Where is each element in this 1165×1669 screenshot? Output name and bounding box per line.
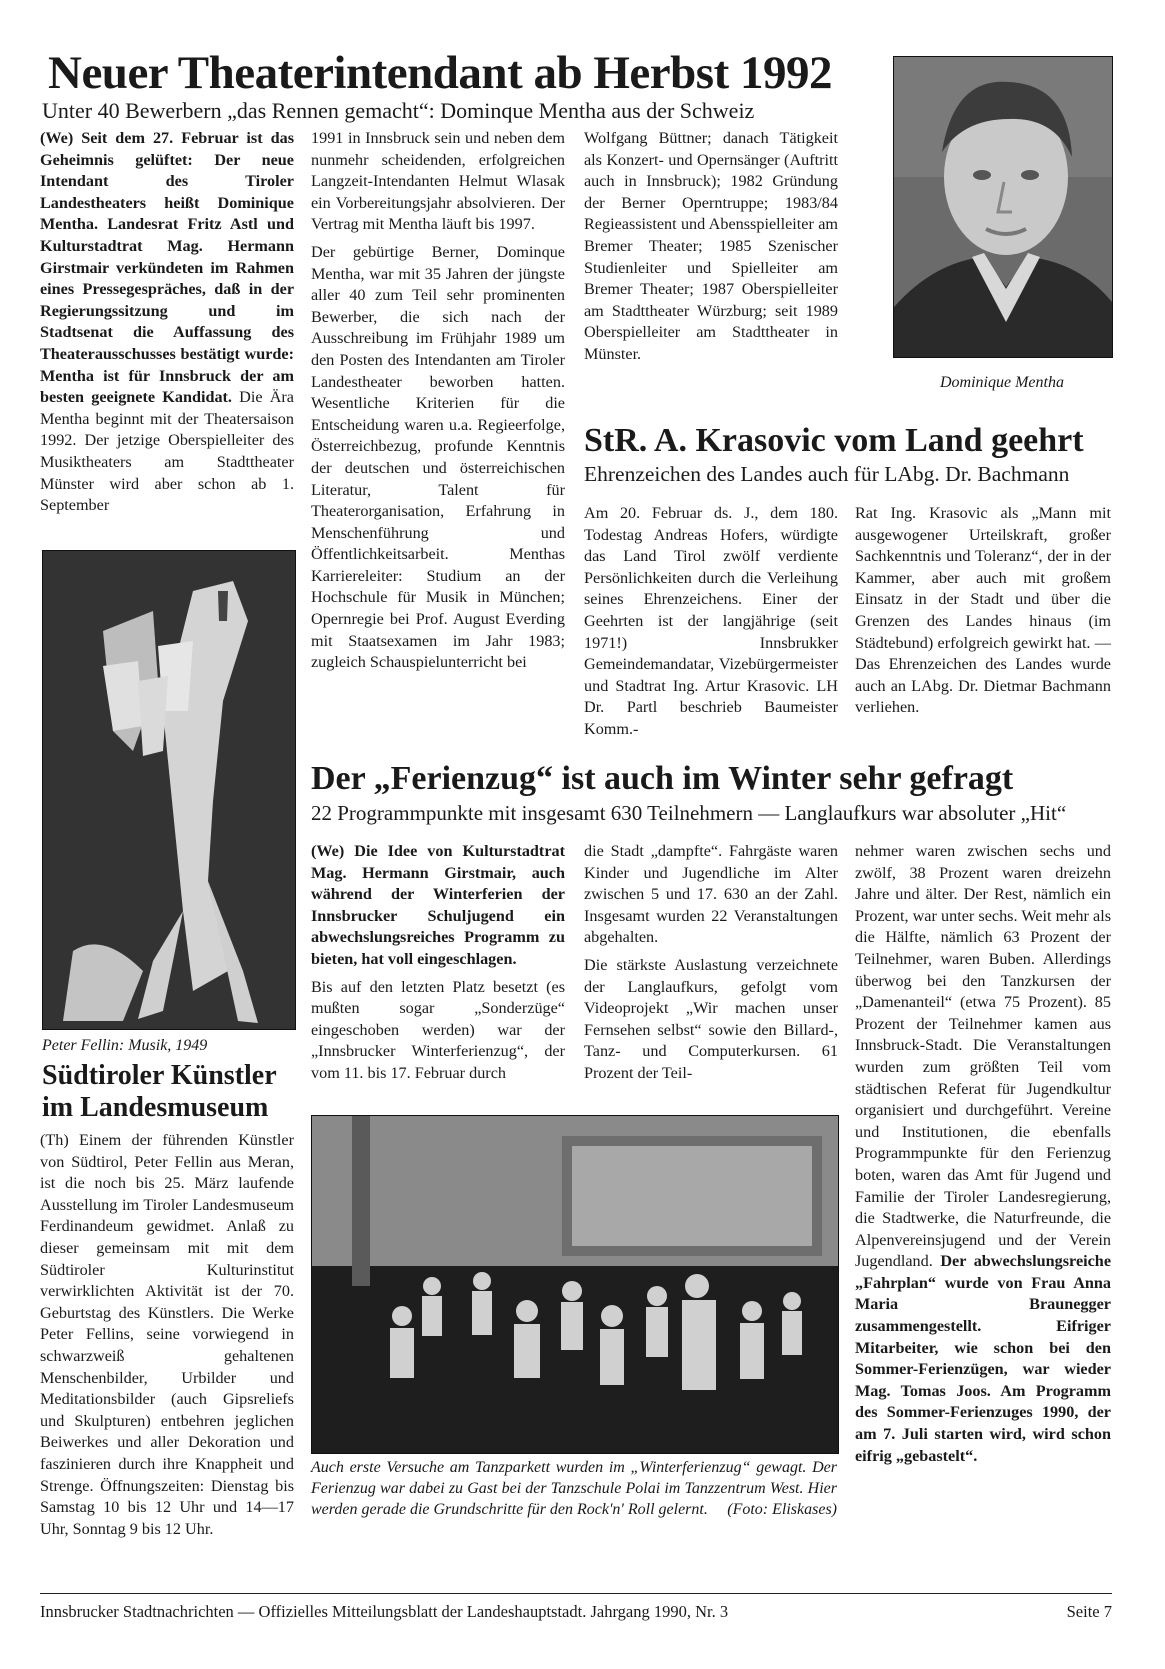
article2-column-1: Am 20. Februar ds. J., dem 180. Todestag Andreas Hofers, würdigte das Land Tirol zwölf verdiente Persönlichkeiten durch die Verleihung seines Ehrenzeichens. Einer der Geehrten ist der langjährige (seit 1971!) Innsbrukker Gemeindemandatar, Vizebürgermeister und Stadtrat Ing. Artur Krasovic. LH Dr. Partl beschrieb Baumeister Komm.- xyxy=(584,504,838,738)
headline-theaterintendant: Neuer Theaterintendant ab Herbst 1992 xyxy=(48,47,832,99)
article4-col1-text: Bis auf den letzten Platz besetzt (es mußten sogar „Sonderzüge“ eingeschoben werden) war der „Innsbrucker Winterferienzug“, der vom 11. bis 17. Februar durch xyxy=(311,977,565,1082)
footer-divider xyxy=(40,1593,1112,1594)
article4-column-1 xyxy=(311,841,565,1101)
article2-column-2: Rat Ing. Krasovic als „Mann mit ausgewogener Urteilskraft, großer Sachkenntnis und Toleranz“, der in der Kammer, aber auch mit großem Einsatz in der Stadt und über die Grenzen des Landes hinaus (im Städtebund) erfolgreich gewirkt hat. — Das Ehrenzeichen des Landes wurde auch an LAbg. Dr. Dietmar Bachmann verliehen. xyxy=(855,504,1111,717)
article1-column-2 xyxy=(311,128,565,748)
article4-column-3 xyxy=(855,841,1111,1578)
article4-col2-p1: die Stadt „dampfte“. Fahrgäste waren Kinder und Jugendliche im Alter zwischen 5 und 17. 630 an der Zahl. Insgesamt wurden 22 Veranstaltungen abgehalten. xyxy=(584,842,838,947)
headline-suedtiroler xyxy=(42,1060,277,1124)
article4-col3-bold: Der abwechslungsreiche „Fahrplan“ wurde von Frau Anna Maria Braunegger zusammengestellt. Eifriger Mitarbeiter, wie schon bei den Sommer-Ferienzügen, war wieder Mag. Tomas Joos. Am Programm des Sommer-Ferienzuges 1990, der am 7. Juli starten wird, wird schon eifrig „gebastelt“. xyxy=(855,1252,1111,1465)
headline-krasovic: StR. A. Krasovic vom Land geehrt xyxy=(584,422,1084,459)
article3-text: (Th) Einem der führenden Künstler von Südtirol, Peter Fellin aus Meran, ist die noch bis 25. März laufende Ausstellung im Tiroler Landesmuseum Ferdinandeum gewidmet. Anlaß zu dieser gemeinsam mit mit dem Südtiroler Kulturinstitut verwirklichten Aktivität ist der 70. Geburtstag des Künstlers. Die Werke Peter Fellins, seine vorwiegend in schwarzweiß gehaltenen Menschenbilder, Urbilder und Meditationsbilder (auch Gipsreliefs und Skulpturen) entbehren jeglichen Beiwerkes und aller Dekoration und faszinieren durch ihre Knappheit und Strenge. Öffnungszeiten: Dienstag bis Samstag 10 bis 12 Uhr und 14—17 Uhr, Sonntag 9 bis 12 Uhr. xyxy=(40,1131,294,1538)
painting-caption: Peter Fellin: Musik, 1949 xyxy=(42,1037,208,1054)
article1-col2-p1: 1991 in Innsbruck sein und neben dem nunmehr scheidenden, erfolgreichen Langzeit-Intendanten Helmut Wlasak ein Vorbereitungsjahr absolvieren. Der Vertrag mit Mentha läuft bis 1997. xyxy=(311,129,565,234)
article4-col2-p2: Die stärkste Auslastung verzeichnete der Langlaufkurs, gefolgt vom Videoprojekt „Wir machen unser Fernsehen selbst“ sowie den Billard-, Tanz- und Computerkursen. 61 Prozent der Teil- xyxy=(584,955,838,1082)
subheadline-krasovic: Ehrenzeichen des Landes auch für LAbg. Dr. Bachmann xyxy=(584,462,1070,486)
footer-page-number: Seite 7 xyxy=(1066,1602,1112,1621)
footer-publication: Innsbrucker Stadtnachrichten — Offizielles Mitteilungsblatt der Landeshauptstadt. Jahrgang 1990, Nr. 3 xyxy=(40,1602,729,1621)
article1-column-3: Wolfgang Büttner; danach Tätigkeit als Konzert- und Opernsänger (Auftritt auch in Innsbruck); 1982 Gründung der Berner Operntruppe; 1983/84 Regieassistent und Abensspielleiter am Bremer Theater; 1985 Szenischer Studienleiter und Spielleiter am Bremer Theater; 1987 Oberspielleiter am Stadttheater Würzburg; seit 1989 Oberspielleiter am Stadttheater in Münster. xyxy=(584,129,838,363)
article4-column-2 xyxy=(584,841,838,1101)
dance-class-photo xyxy=(311,1115,839,1454)
headline-ferienzug: Der „Ferienzug“ ist auch im Winter sehr gefragt xyxy=(311,760,1014,797)
article4-lead: (We) Die Idee von Kulturstadtrat Mag. Hermann Girstmair, auch während der Winterferien der Innsbrucker Schuljugend ein abwechslungsreiches Programm zu bieten, hat voll eingeschlagen. xyxy=(311,842,565,968)
article1-column-1 xyxy=(40,128,294,540)
painting-image xyxy=(42,550,296,1030)
portrait-caption: Dominique Mentha xyxy=(940,374,1064,391)
dance-photo-caption-text: Auch erste Versuche am Tanzparkett wurden im „Winterferienzug“ gewagt. Der Ferienzug war dabei zu Gast bei der Tanzschule Polai im Tanzzentrum West. Hier werden gerade die Grundschritte für den Rock'n' Roll gelernt. xyxy=(311,1459,837,1518)
article1-col1-text: Die Ära Mentha beginnt mit der Theatersaison 1992. Der jetzige Oberspielleiter des Musiktheaters am Stadttheater Münster wird aber schon ab 1. September xyxy=(40,388,294,515)
portrait-photo xyxy=(893,56,1113,358)
article4-col3-text: nehmer waren zwischen sechs und zwölf, 38 Prozent waren dreizehn Jahre und älter. Der Rest, nämlich ein Prozent, war unter sechs. Weit mehr als die Hälfte, nämlich 63 Prozent der Teilnehmer, waren Buben. Allerdings überwog bei den Tanzkursen der „Damenanteil“ (etwa 75 Prozent). 85 Prozent der Teilnehmer kamen aus Innsbruck-Stadt. Die Veranstaltungen wurden zum größten Teil vom städtischen Referat für Jugendkultur organisiert und durchgeführt. Vereine und Institutionen, die ebenfalls Programmpunkte für den Ferienzug boten, waren das Amt für Jugend und Familie der Tiroler Landesregierung, die Stadtwerke, die Naturfreunde, die Alpenvereinsjugend und der Verein Jugendland. xyxy=(855,842,1111,1271)
dance-class-illustration xyxy=(312,1116,838,1453)
subheadline-ferienzug: 22 Programmpunkte mit insgesamt 630 Teilnehmern — Langlaufkurs war absoluter „Hit“ xyxy=(311,801,1067,825)
headline-suedtiroler-line2: im Landesmuseum xyxy=(42,1092,269,1123)
subheadline-theaterintendant: Unter 40 Bewerbern „das Rennen gemacht“: Dominque Mentha aus der Schweiz xyxy=(42,98,755,123)
article1-lead: (We) Seit dem 27. Februar ist das Geheimnis gelüftet: Der neue Intendant des Tiroler Landestheaters heißt Dominique Mentha. Landesrat Fritz Astl und Kulturstadtrat Mag. Hermann Girstmair verkündeten im Rahmen eines Pressegespräches, daß in der Regierungssitzung und im Stadtsenat die Auffassung des Theaterausschusses bestätigt wurde: Mentha ist für Innsbruck der am besten geeignete Kandidat. xyxy=(40,129,294,407)
painting-illustration xyxy=(43,551,295,1029)
article1-col2-p2: Der gebürtige Berner, Dominque Mentha, war mit 35 Jahren der jüngste aller 40 zum Teil sehr prominenten Bewerber, die sich nach der Ausschreibung im Frühjahr 1989 um den Posten des Intendanten am Tiroler Landestheater beworben hatten. Wesentliche Kriterien für die Entscheidung waren u.a. Regieerfolge, Österreichbezug, profunde Kenntnis der deutschen und österreichischen Literatur, Talent für Theaterorganisation, Erfahrung in Menschenführung und Öffentlichkeitsarbeit. Menthas Karriereleiter: Studium an der Hochschule für Musik in München; Opernregie bei Prof. August Everding mit Staatsexamen im Jahr 1983; zugleich Schauspielunterricht bei xyxy=(311,242,565,672)
dance-photo-credit: (Foto: Eliskases) xyxy=(727,1501,837,1518)
portrait-illustration xyxy=(894,57,1112,357)
dance-photo-caption xyxy=(311,1457,837,1520)
headline-suedtiroler-line1: Südtiroler Künstler xyxy=(42,1060,277,1091)
